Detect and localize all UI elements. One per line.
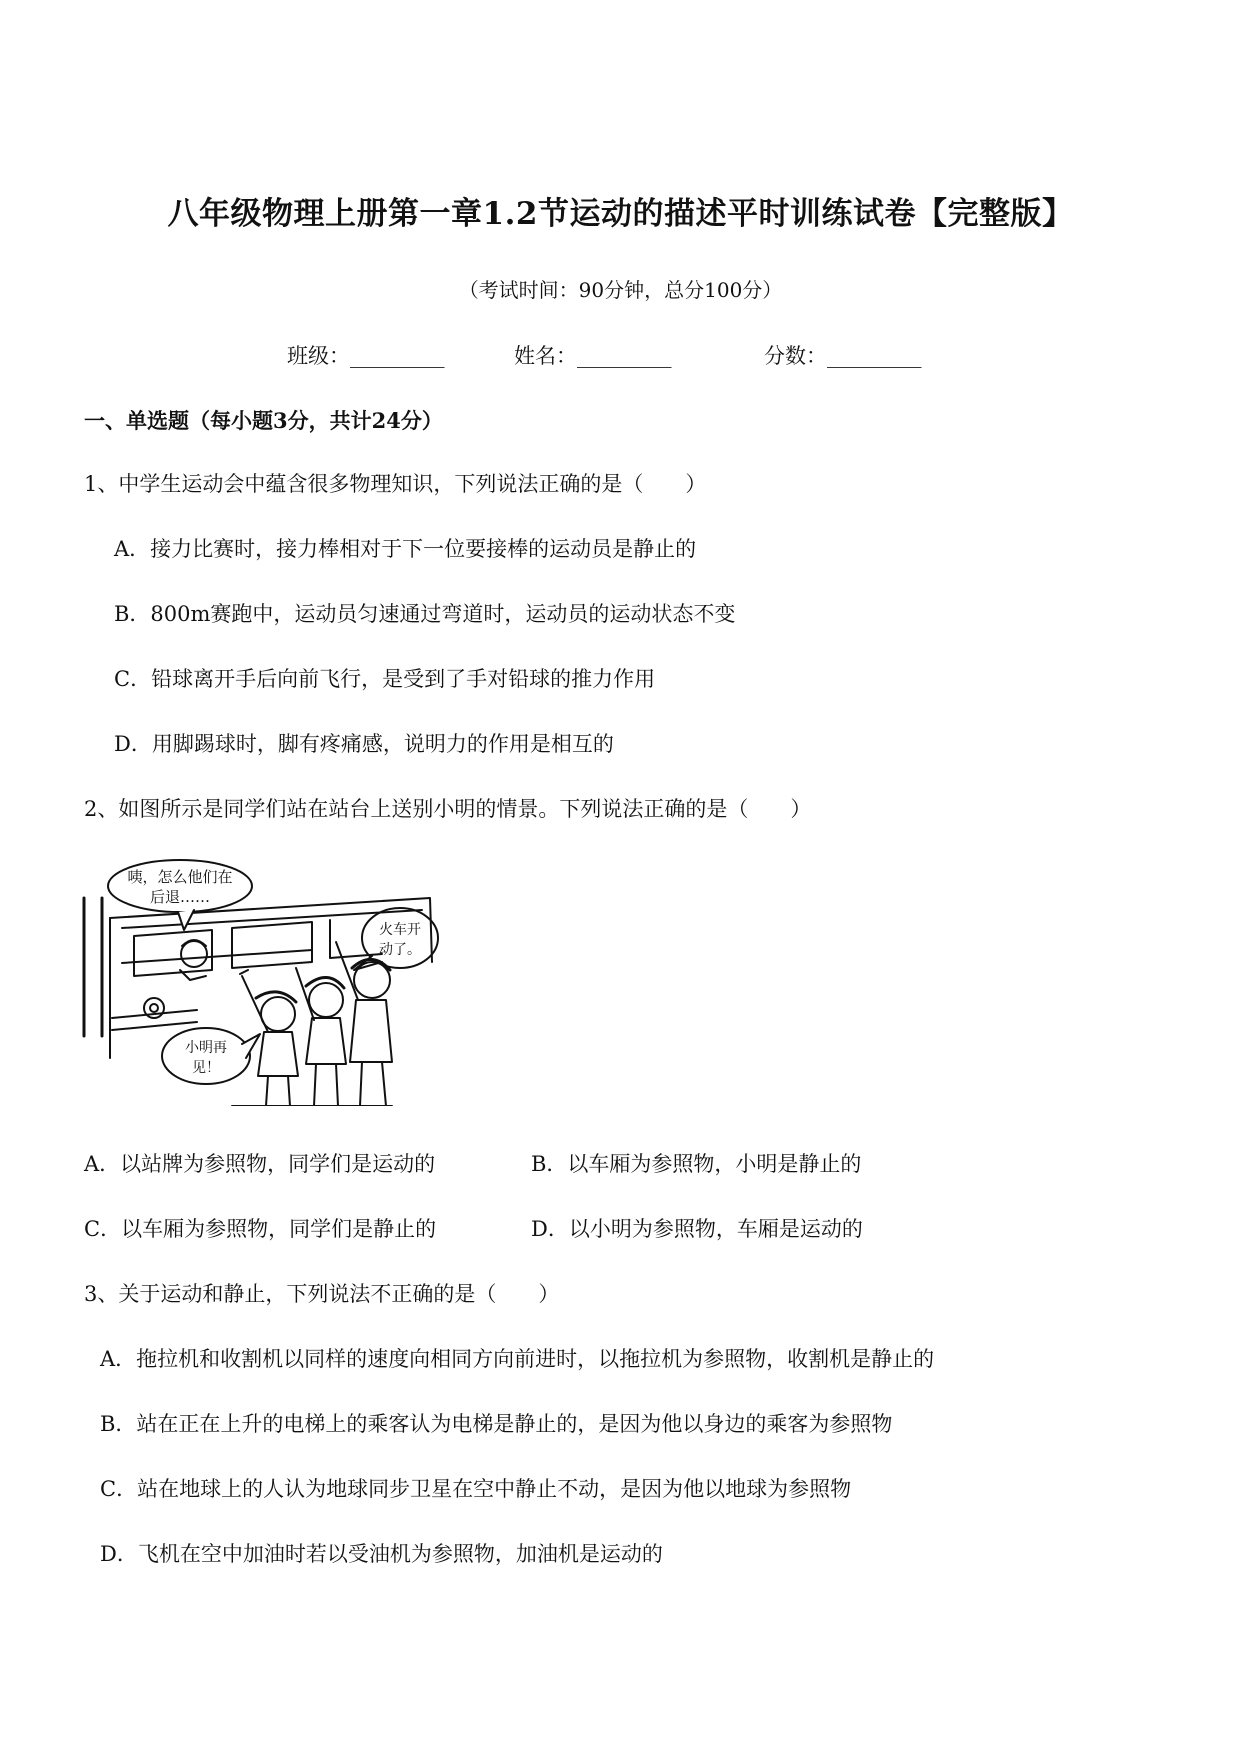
bubble-3-line-1: 小明再 xyxy=(185,1040,227,1056)
name-field: 姓名：_________ xyxy=(514,344,672,368)
question-3-option-c: C．站在地球上的人认为地球同步卫星在空中静止不动，是因为他以地球为参照物 xyxy=(100,1477,852,1501)
question-2-option-d: D．以小明为参照物，车厢是运动的 xyxy=(531,1217,863,1241)
question-1-option-a: A．接力比赛时，接力棒相对于下一位要接棒的运动员是静止的 xyxy=(114,537,697,561)
question-1-option-b: B．800m赛跑中，运动员匀速通过弯道时，运动员的运动状态不变 xyxy=(114,602,736,626)
page-title: 八年级物理上册第一章1.2节运动的描述平时训练试卷【完整版】 xyxy=(167,196,1074,232)
train-farewell-illustration xyxy=(82,858,442,1106)
score-field: 分数：_________ xyxy=(764,344,922,368)
section-heading: 一、单选题（每小题3分，共计24分） xyxy=(84,408,443,433)
question-2-option-a: A．以站牌为参照物，同学们是运动的 xyxy=(84,1152,436,1176)
bubble-1-line-2: 后退…… xyxy=(149,888,211,906)
question-3-option-a: A．拖拉机和收割机以同样的速度向相同方向前进时，以拖拉机为参照物，收割机是静止的 xyxy=(100,1347,935,1371)
question-2-option-c: C．以车厢为参照物，同学们是静止的 xyxy=(84,1217,437,1241)
question-2-stem: 2、如图所示是同学们站在站台上送别小明的情景。下列说法正确的是（ ） xyxy=(84,797,812,821)
question-1-option-c: C．铅球离开手后向前飞行，是受到了手对铅球的推力作用 xyxy=(114,667,656,691)
bubble-2-line-2: 动了。 xyxy=(379,942,421,958)
bubble-1-line-1: 咦，怎么他们在 xyxy=(127,868,233,886)
question-1-stem: 1、中学生运动会中蕴含很多物理知识，下列说法正确的是（ ） xyxy=(84,472,707,496)
class-field: 班级：_________ xyxy=(287,344,445,368)
question-1-option-d: D．用脚踢球时，脚有疼痛感，说明力的作用是相互的 xyxy=(114,732,614,756)
bubble-3-line-2: 见！ xyxy=(192,1060,220,1076)
exam-info: （考试时间：90分钟，总分100分） xyxy=(458,278,783,302)
bubble-2-line-1: 火车开 xyxy=(379,922,421,938)
question-3-option-b: B．站在正在上升的电梯上的乘客认为电梯是静止的，是因为他以身边的乘客为参照物 xyxy=(100,1412,893,1436)
question-2-option-b: B．以车厢为参照物，小明是静止的 xyxy=(531,1152,862,1176)
question-3-stem: 3、关于运动和静止，下列说法不正确的是（ ） xyxy=(84,1282,560,1306)
question-3-option-d: D．飞机在空中加油时若以受油机为参照物，加油机是运动的 xyxy=(100,1542,663,1566)
